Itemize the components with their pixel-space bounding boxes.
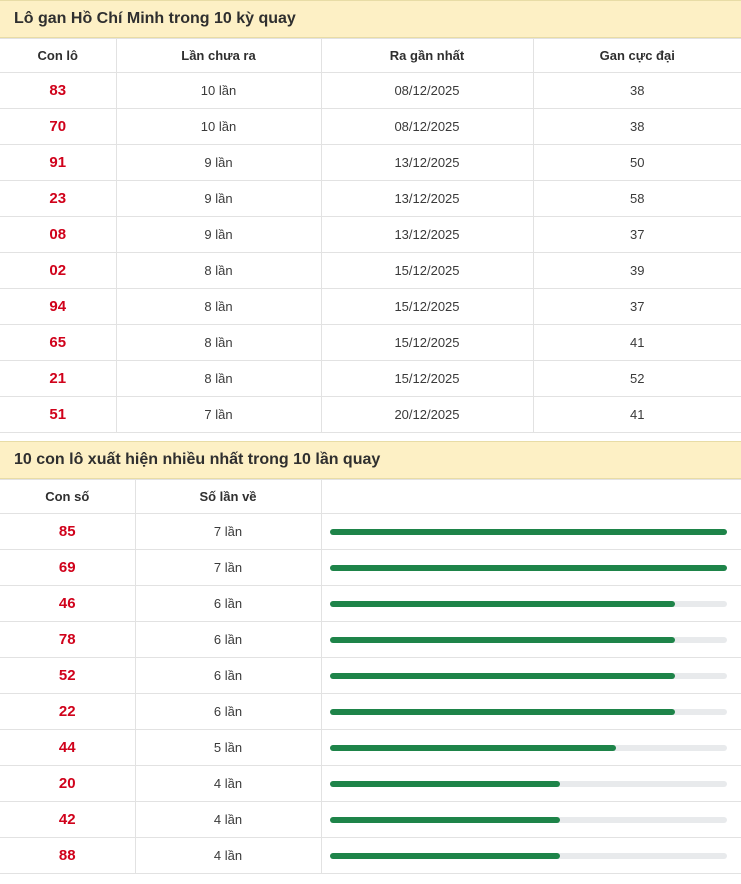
lo-number: 08 xyxy=(49,226,67,243)
cell-frequency-bar xyxy=(321,802,741,838)
cell-con-so xyxy=(0,838,135,874)
cell-so-lan-ve: 4 lần xyxy=(135,802,321,838)
lo-number: 83 xyxy=(49,82,67,99)
cell-con-lo xyxy=(0,253,116,289)
bar-fill xyxy=(330,745,616,751)
bar-track xyxy=(330,565,728,571)
so-number: 52 xyxy=(58,667,76,684)
cell-so-lan-ve: 6 lần xyxy=(135,658,321,694)
bar-track xyxy=(330,745,728,751)
lo-number: 65 xyxy=(49,334,67,351)
so-number: 85 xyxy=(58,523,76,540)
cell-gan-cuc-dai: 37 xyxy=(533,289,741,325)
cell-gan-cuc-dai: 38 xyxy=(533,109,741,145)
table-row xyxy=(0,550,741,586)
bar-fill xyxy=(330,565,728,571)
cell-so-lan-ve: 6 lần xyxy=(135,694,321,730)
bar-track xyxy=(330,781,728,787)
cell-con-so xyxy=(0,730,135,766)
cell-con-so xyxy=(0,766,135,802)
lo-number: 91 xyxy=(49,154,67,171)
cell-ra-gan-nhat: 20/12/2025 xyxy=(321,397,533,433)
cell-con-so xyxy=(0,658,135,694)
bar-track xyxy=(330,817,728,823)
cell-gan-cuc-dai: 52 xyxy=(533,361,741,397)
table-row xyxy=(0,73,741,109)
table-row xyxy=(0,253,741,289)
cell-gan-cuc-dai: 38 xyxy=(533,73,741,109)
cell-gan-cuc-dai: 58 xyxy=(533,181,741,217)
cell-ra-gan-nhat: 15/12/2025 xyxy=(321,289,533,325)
cell-frequency-bar xyxy=(321,766,741,802)
cell-frequency-bar xyxy=(321,622,741,658)
table-row xyxy=(0,397,741,433)
cell-so-lan-ve: 4 lần xyxy=(135,838,321,874)
so-number: 69 xyxy=(58,559,76,576)
cell-gan-cuc-dai: 50 xyxy=(533,145,741,181)
table-row xyxy=(0,145,741,181)
bar-fill xyxy=(330,817,561,823)
cell-frequency-bar xyxy=(321,694,741,730)
cell-con-so xyxy=(0,514,135,550)
bar-track xyxy=(330,601,728,607)
column-header-so-lan-ve: Số lần về xyxy=(135,480,321,514)
cell-frequency-bar xyxy=(321,514,741,550)
so-number: 42 xyxy=(58,811,76,828)
cell-con-lo xyxy=(0,361,116,397)
table-row xyxy=(0,694,741,730)
cell-ra-gan-nhat: 08/12/2025 xyxy=(321,109,533,145)
cell-lan-chua-ra: 7 lần xyxy=(116,397,321,433)
table-row xyxy=(0,622,741,658)
bar-track xyxy=(330,709,728,715)
table-row xyxy=(0,181,741,217)
lo-number: 23 xyxy=(49,190,67,207)
table-row xyxy=(0,109,741,145)
tan-suat-title: 10 con lô xuất hiện nhiều nhất trong 10 lần quay xyxy=(0,441,741,479)
cell-con-lo xyxy=(0,289,116,325)
cell-con-lo xyxy=(0,217,116,253)
table-row xyxy=(0,325,741,361)
cell-ra-gan-nhat: 15/12/2025 xyxy=(321,253,533,289)
cell-frequency-bar xyxy=(321,838,741,874)
cell-so-lan-ve: 6 lần xyxy=(135,586,321,622)
cell-ra-gan-nhat: 08/12/2025 xyxy=(321,73,533,109)
cell-frequency-bar xyxy=(321,550,741,586)
cell-con-lo xyxy=(0,109,116,145)
cell-gan-cuc-dai: 39 xyxy=(533,253,741,289)
lo-number: 94 xyxy=(49,298,67,315)
so-number: 44 xyxy=(58,739,76,756)
bar-fill xyxy=(330,637,676,643)
cell-lan-chua-ra: 8 lần xyxy=(116,289,321,325)
table-row xyxy=(0,586,741,622)
table-row xyxy=(0,658,741,694)
table-row xyxy=(0,289,741,325)
cell-so-lan-ve: 4 lần xyxy=(135,766,321,802)
so-number: 20 xyxy=(58,775,76,792)
cell-con-lo xyxy=(0,145,116,181)
cell-con-lo xyxy=(0,73,116,109)
cell-con-so xyxy=(0,802,135,838)
table-row xyxy=(0,766,741,802)
tan-suat-table xyxy=(0,479,741,874)
cell-so-lan-ve: 7 lần xyxy=(135,514,321,550)
column-header-lan-chua-ra: Lần chưa ra xyxy=(116,39,321,73)
cell-so-lan-ve: 6 lần xyxy=(135,622,321,658)
cell-lan-chua-ra: 9 lần xyxy=(116,217,321,253)
so-number: 22 xyxy=(58,703,76,720)
cell-frequency-bar xyxy=(321,586,741,622)
lo-number: 51 xyxy=(49,406,67,423)
column-header-gan-cuc-dai: Gan cực đại xyxy=(533,39,741,73)
table-row xyxy=(0,802,741,838)
cell-con-lo xyxy=(0,397,116,433)
bar-track xyxy=(330,673,728,679)
cell-lan-chua-ra: 9 lần xyxy=(116,181,321,217)
cell-lan-chua-ra: 10 lần xyxy=(116,73,321,109)
cell-lan-chua-ra: 8 lần xyxy=(116,253,321,289)
cell-con-lo xyxy=(0,181,116,217)
cell-so-lan-ve: 5 lần xyxy=(135,730,321,766)
cell-frequency-bar xyxy=(321,658,741,694)
lo-gan-title: Lô gan Hồ Chí Minh trong 10 kỳ quay xyxy=(0,0,741,38)
bar-fill xyxy=(330,601,676,607)
cell-gan-cuc-dai: 37 xyxy=(533,217,741,253)
so-number: 46 xyxy=(58,595,76,612)
cell-ra-gan-nhat: 15/12/2025 xyxy=(321,325,533,361)
cell-ra-gan-nhat: 13/12/2025 xyxy=(321,145,533,181)
bar-fill xyxy=(330,781,561,787)
cell-ra-gan-nhat: 13/12/2025 xyxy=(321,181,533,217)
lo-gan-table xyxy=(0,38,741,433)
cell-lan-chua-ra: 9 lần xyxy=(116,145,321,181)
table-row xyxy=(0,838,741,874)
panel-divider xyxy=(0,433,741,441)
tan-suat-panel xyxy=(0,441,741,874)
cell-ra-gan-nhat: 15/12/2025 xyxy=(321,361,533,397)
bar-fill xyxy=(330,853,561,859)
column-header-ra-gan-nhat: Ra gần nhất xyxy=(321,39,533,73)
bar-fill xyxy=(330,529,728,535)
table-header-row xyxy=(0,39,741,73)
table-row xyxy=(0,217,741,253)
cell-lan-chua-ra: 10 lần xyxy=(116,109,321,145)
cell-con-so xyxy=(0,622,135,658)
cell-lan-chua-ra: 8 lần xyxy=(116,361,321,397)
lo-number: 70 xyxy=(49,118,67,135)
cell-con-so xyxy=(0,586,135,622)
table-row xyxy=(0,514,741,550)
lo-number: 21 xyxy=(49,370,67,387)
table-row xyxy=(0,730,741,766)
cell-con-so xyxy=(0,694,135,730)
table-header-row xyxy=(0,480,741,514)
bar-track xyxy=(330,529,728,535)
cell-ra-gan-nhat: 13/12/2025 xyxy=(321,217,533,253)
column-header-con-so: Con số xyxy=(0,480,135,514)
lo-gan-panel xyxy=(0,0,741,433)
cell-so-lan-ve: 7 lần xyxy=(135,550,321,586)
bar-track xyxy=(330,637,728,643)
so-number: 88 xyxy=(58,847,76,864)
so-number: 78 xyxy=(58,631,76,648)
lo-number: 02 xyxy=(49,262,67,279)
column-header-con-lo: Con lô xyxy=(0,39,116,73)
bar-fill xyxy=(330,709,676,715)
cell-gan-cuc-dai: 41 xyxy=(533,325,741,361)
cell-frequency-bar xyxy=(321,730,741,766)
bar-track xyxy=(330,853,728,859)
bar-fill xyxy=(330,673,676,679)
table-row xyxy=(0,361,741,397)
cell-con-so xyxy=(0,550,135,586)
column-header-bar xyxy=(321,480,741,514)
cell-con-lo xyxy=(0,325,116,361)
cell-gan-cuc-dai: 41 xyxy=(533,397,741,433)
cell-lan-chua-ra: 8 lần xyxy=(116,325,321,361)
